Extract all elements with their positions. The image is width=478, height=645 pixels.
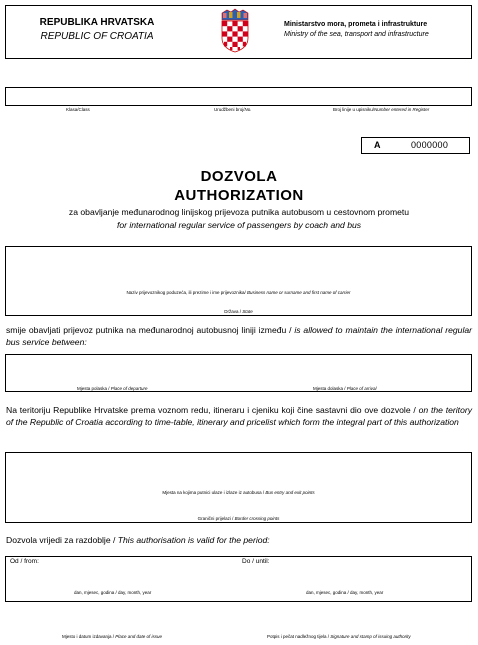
subtitle-en: for international regular service of passengers by coach and bus <box>116 220 362 230</box>
border-crossing-label <box>5 516 472 521</box>
carrier-state-label-hr: Država / <box>224 309 241 314</box>
departure-label-hr: Mjesta polaska / <box>77 386 110 391</box>
register-label-en: Number entered in Register <box>374 107 430 112</box>
carrier-box[interactable] <box>5 246 472 316</box>
from-date-hint: dan, mjesec, godina / day, month, year <box>74 590 152 595</box>
country-name-en: REPUBLIC OF CROATIA <box>40 31 154 42</box>
departure-label <box>77 386 148 391</box>
class-label: Klasa/Class <box>66 107 90 112</box>
subtitle-hr: za obavljanje međunarodnog linijskog prijevoza putnika autobusom u cestovnom prometu <box>68 207 410 217</box>
carrier-name-label-hr: Naziv prijevoznikog poduzeća, ili prezime i ime prijevoznika/ <box>126 290 246 295</box>
country-name-hr: REPUBLIKA HRVATSKA <box>39 17 155 28</box>
crossing-box[interactable] <box>5 452 472 523</box>
until-date-hint: dan, mjesec, godina / day, month, year <box>306 590 384 595</box>
serial-number: 0000000 <box>411 140 449 150</box>
reg-no-label <box>214 107 252 112</box>
period-box[interactable] <box>5 556 472 602</box>
places-box[interactable] <box>5 354 472 392</box>
service-between-en: is allowed to maintain the international regular bus service between: <box>6 325 472 347</box>
territory-text <box>6 405 472 428</box>
title-hr: DOZVOLA <box>200 168 278 185</box>
arrival-label-en: Place of arrival <box>345 386 377 391</box>
signature-stamp-en: Signature and stamp of issuing authority <box>329 634 411 639</box>
bus-entry-label-hr: Mjesta na kojima putnici ulaze i izlaze iz autobusa / <box>162 490 265 495</box>
bus-entry-label-en: Bus entry and exit points <box>264 490 315 495</box>
service-between-hr: smije obavljati prijevoz putnika na međunarodnoj autobusnoj liniji između / <box>6 325 295 335</box>
arrival-label <box>313 386 377 391</box>
register-number-label <box>333 107 429 112</box>
territory-text-hr: Na teritoriju Republike Hrvatske prema voznom redu, itineraru i cjeniku koji čine sastavni dio ove dozvole / <box>6 405 419 415</box>
reg-no-label-hr: Urudžbeni broj/ <box>214 107 245 112</box>
title-en: AUTHORIZATION <box>174 187 304 204</box>
place-date-of-issue-hr: Mjesto i datum izdavanja / <box>62 634 115 639</box>
place-date-of-issue-label <box>62 634 162 639</box>
signature-stamp-label <box>267 634 411 639</box>
from-label: Od / from: <box>10 558 39 565</box>
carrier-name-label-en: Business name or surname and first name of carrier <box>245 290 351 295</box>
validity-period-text <box>6 535 472 547</box>
registry-box[interactable] <box>5 87 472 106</box>
border-crossing-label-hr: Granični prijelazi / <box>197 516 234 521</box>
validity-period-hr: Dozvola vrijedi za razdoblje / <box>6 535 118 545</box>
signature-stamp-hr: Potpis i pečat nadležnog tijela / <box>267 634 330 639</box>
carrier-state-label <box>5 309 472 314</box>
border-crossing-label-en: Border crossing points <box>233 516 280 521</box>
service-between-text <box>6 325 472 348</box>
arrival-label-hr: Mjesta dolaska / <box>313 386 346 391</box>
ministry-name-en: Ministry of the sea, transport and infrastructure <box>284 31 429 38</box>
departure-label-en: Place of departure <box>109 386 148 391</box>
bus-entry-label <box>5 490 472 495</box>
croatian-coat-of-arms-icon <box>219 7 251 53</box>
carrier-name-label <box>5 290 472 295</box>
validity-period-en: This authorisation is valid for the period: <box>117 535 270 545</box>
place-date-of-issue-en: Place and date of issue <box>114 634 163 639</box>
until-label: Do / until: <box>242 558 270 565</box>
ministry-name-hr: Ministarstvo mora, prometa i infrastrukture <box>284 21 428 28</box>
carrier-state-label-en: State <box>241 309 253 314</box>
territory-text-en: on the teritory of the Republic of Croatia according to time-table, itinerary and pricelist which form the integral part of this authorization <box>6 405 473 427</box>
reg-no-label-en: No. <box>244 107 252 112</box>
serial-letter: A <box>374 140 381 150</box>
register-label-hr: Broj linije u upisniku/ <box>333 107 375 112</box>
